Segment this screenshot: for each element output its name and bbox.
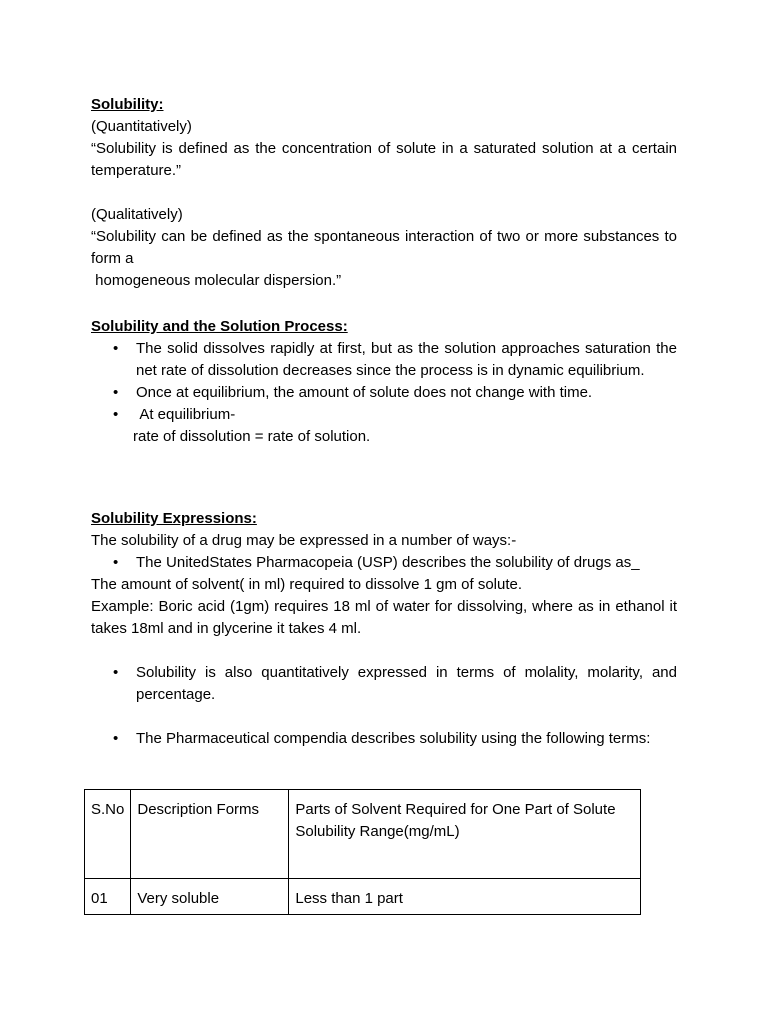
cell-parts: Less than 1 part bbox=[289, 879, 641, 915]
list-item: • Solubility is also quantitatively expressed in terms of molality, molarity, and percentage. bbox=[113, 664, 677, 703]
solution-process-section bbox=[91, 316, 677, 448]
header-description: Description Forms bbox=[131, 790, 289, 879]
expressions-heading: Solubility Expressions: bbox=[91, 510, 257, 527]
expressions-intro: The solubility of a drug may be expressed in a number of ways:- bbox=[91, 532, 517, 549]
table-header-row bbox=[85, 790, 641, 879]
table-row bbox=[85, 879, 641, 915]
definitions-section bbox=[91, 94, 677, 292]
bullet-marker: • bbox=[113, 340, 119, 357]
solubility-terms-table bbox=[84, 789, 641, 915]
quantitative-bullet-block bbox=[91, 662, 677, 706]
equilibrium-equation: rate of dissolution = rate of solution. bbox=[133, 428, 371, 445]
bullet-marker: • bbox=[113, 664, 119, 681]
solubility-heading: Solubility: bbox=[91, 96, 164, 113]
solution-process-list bbox=[91, 338, 677, 426]
cell-sno: 01 bbox=[85, 879, 131, 915]
bullet-marker: • bbox=[113, 406, 119, 423]
compendia-bullet-block bbox=[91, 728, 677, 750]
quantitative-label: (Quantitatively) bbox=[91, 118, 192, 135]
qualitative-definition-line1: “Solubility can be defined as the spontaneous interaction of two or more substances to form a bbox=[91, 228, 677, 267]
list-item: • The Pharmaceutical compendia describes solubility using the following terms: bbox=[91, 728, 677, 750]
quantitative-definition: “Solubility is defined as the concentration of solute in a saturated solution at a certain temperature.” bbox=[91, 140, 677, 179]
cell-description: Very soluble bbox=[131, 879, 289, 915]
header-parts-of-solvent: Parts of Solvent Required for One Part of Solute Solubility Range(mg/mL) bbox=[289, 790, 641, 879]
usp-definition: The amount of solvent( in ml) required to dissolve 1 gm of solute. bbox=[91, 576, 523, 593]
header-sno: S.No bbox=[85, 790, 131, 879]
bullet-marker: • bbox=[113, 384, 119, 401]
bullet-marker: • bbox=[113, 730, 119, 747]
spacer bbox=[91, 182, 677, 204]
qualitative-definition-line2: homogeneous molecular dispersion.” bbox=[91, 272, 342, 289]
solution-process-heading: Solubility and the Solution Process: bbox=[91, 318, 348, 335]
example-text: Example: Boric acid (1gm) requires 18 ml of water for dissolving, where as in ethanol it takes 18ml and in glycerine it takes 4 ml. bbox=[91, 598, 677, 637]
list-item: • Once at equilibrium, the amount of solute does not change with time. bbox=[91, 382, 677, 404]
list-item: • At equilibrium- bbox=[91, 404, 677, 426]
bullet-marker: • bbox=[113, 554, 119, 571]
usp-bullet: • The UnitedStates Pharmacopeia (USP) describes the solubility of drugs as_ bbox=[91, 552, 677, 574]
qualitative-label: (Qualitatively) bbox=[91, 206, 183, 223]
expressions-section bbox=[91, 508, 677, 640]
list-item: • The solid dissolves rapidly at first, but as the solution approaches saturation the net rate of dissolution decreases since the process is in dynamic equilibrium. bbox=[113, 340, 677, 379]
